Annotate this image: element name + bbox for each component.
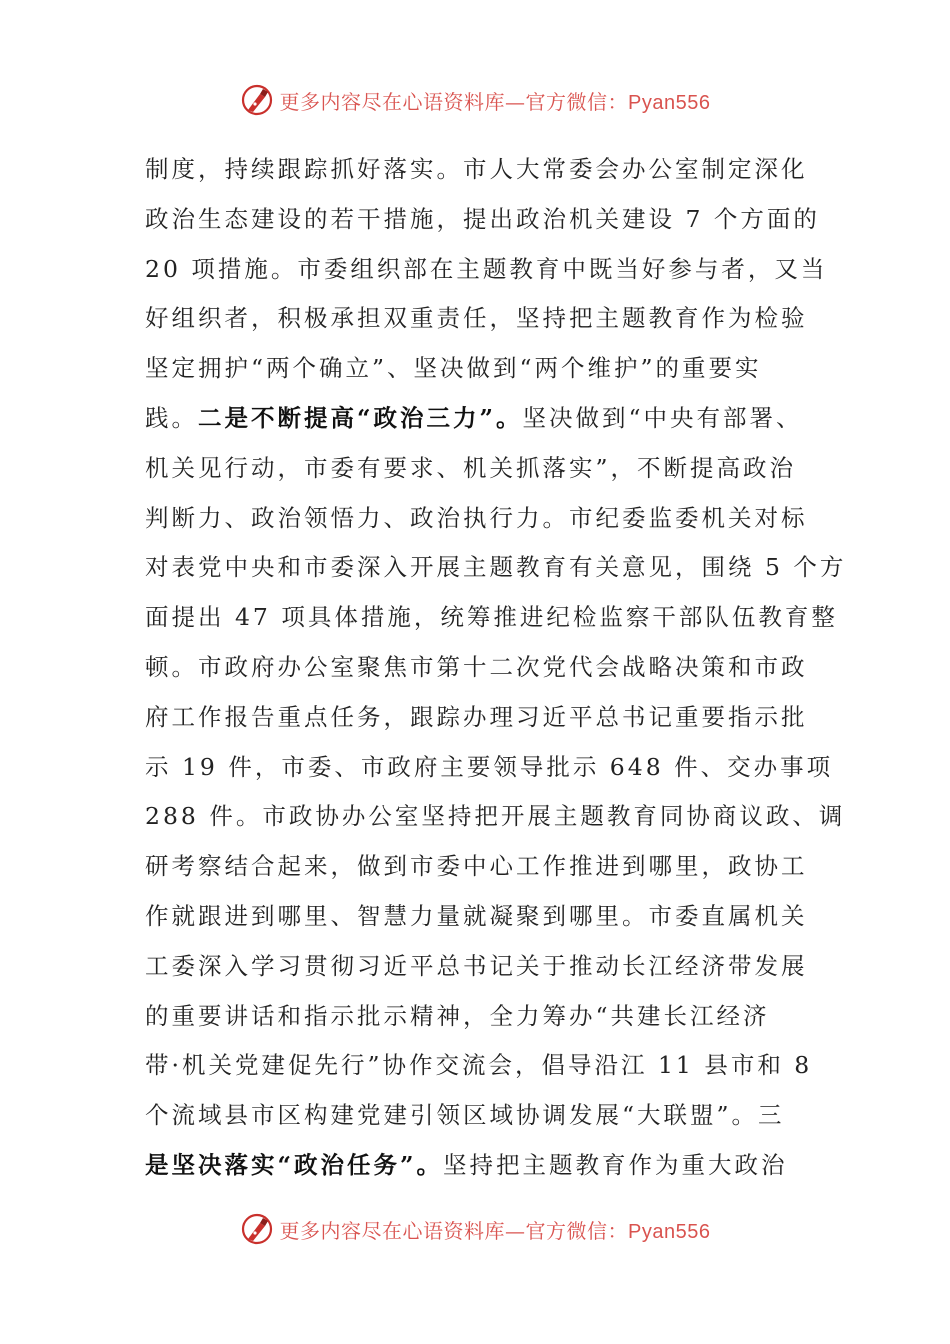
section-heading-bold: 是坚决落实“政治任务”。 [145,1150,444,1179]
section-heading-bold: 二是不断提高“政治三力”。 [198,403,523,432]
document-body [145,145,847,1191]
text-line: 作就跟进到哪里、智慧力量就凝聚到哪里。市委直属机关 [145,901,808,930]
text-line: 践。二是不断提高“政治三力”。坚决做到“中央有部署、 [145,403,803,432]
text-line: 工委深入学习贯彻习近平总书记关于推动长江经济带发展 [145,951,808,980]
text-line: 288 件。市政协办公室坚持把开展主题教育同协商议政、调 [145,802,846,831]
text-line: 判断力、政治领悟力、政治执行力。市纪委监委机关对标 [145,503,808,532]
text-line: 府工作报告重点任务，跟踪办理习近平总书记重要指示批 [145,702,808,731]
text-line: 个流域县市区构建党建引领区域协调发展“大联盟”。三 [145,1101,785,1130]
footer-banner [0,1209,950,1249]
text-line: 政治生态建设的若干措施，提出政治机关建设 7 个方面的 [145,204,820,233]
pen-nib-logo-icon [240,1212,274,1246]
text-line: 对表党中央和市委深入开展主题教育有关意见，围绕 5 个方 [145,553,847,582]
text-line: 顿。市政府办公室聚焦市第十二次党代会战略决策和市政 [145,652,808,681]
text-line: 研考察结合起来，做到市委中心工作推进到哪里，政协工 [145,852,808,881]
text-line: 坚定拥护“两个确立”、坚决做到“两个维护”的重要实 [145,354,762,383]
header-banner-text: 更多内容尽在心语资料库—官方微信：Pyan556 [279,89,711,114]
text-line: 的重要讲话和指示批示精神，全力筹办“共建长江经济 [145,1001,770,1030]
text-line: 20 项措施。市委组织部在主题教育中既当好参与者，又当 [145,254,828,283]
text-line: 制度，持续跟踪抓好落实。市人大常委会办公室制定深化 [145,155,808,183]
text-line: 带·机关党建促先行”协作交流会，倡导沿江 11 县市和 8 [145,1051,813,1080]
footer-banner-text: 更多内容尽在心语资料库—官方微信：Pyan556 [279,1218,711,1243]
text-line: 机关见行动，市委有要求、机关抓落实”，不断提高政治 [145,453,797,482]
pen-nib-logo-icon [240,83,274,117]
text-line: 好组织者，积极承担双重责任，坚持把主题教育作为检验 [145,304,808,333]
text-line: 是坚决落实“政治任务”。坚持把主题教育作为重大政治 [145,1150,788,1179]
text-line: 面提出 47 项具体措施，统筹推进纪检监察干部队伍教育整 [145,603,838,632]
text-line: 示 19 件，市委、市政府主要领导批示 648 件、交办事项 [145,752,834,781]
header-banner [0,80,950,120]
